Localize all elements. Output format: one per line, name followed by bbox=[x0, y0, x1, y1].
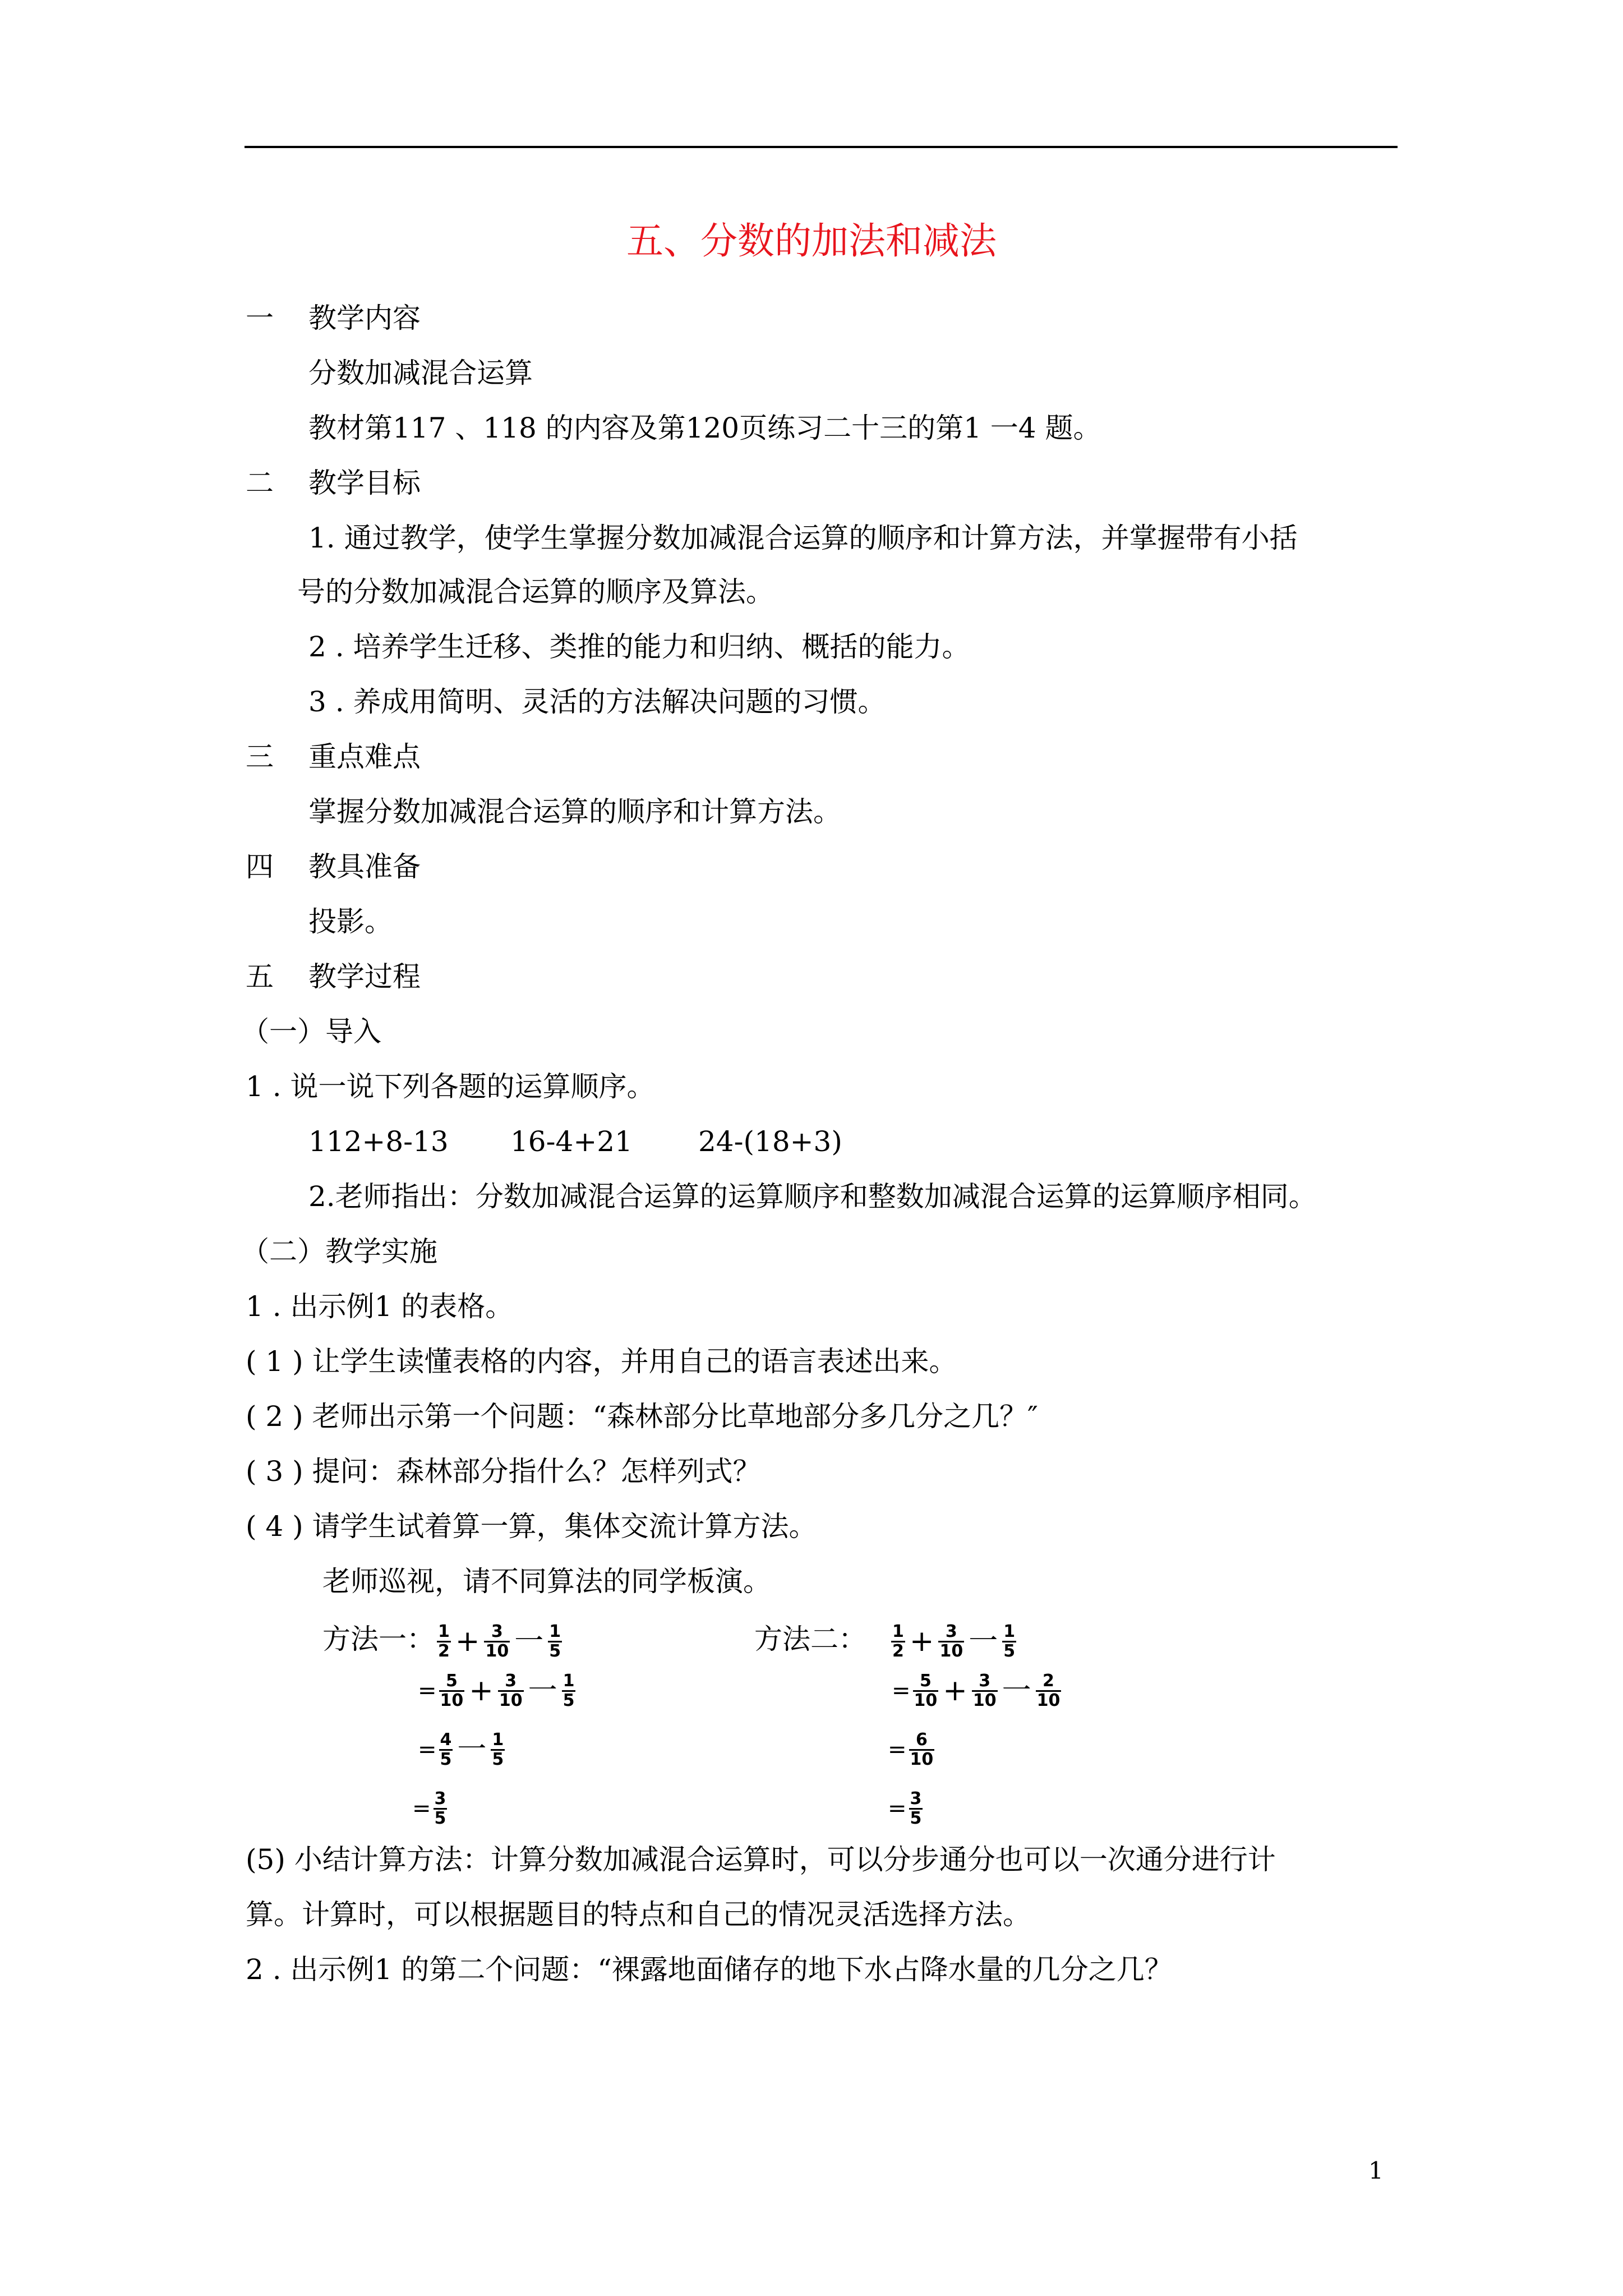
minus-sign: 一 bbox=[528, 1674, 557, 1708]
minus-sign: 一 bbox=[969, 1625, 998, 1658]
fraction: $\frac{1}{5}$ bbox=[562, 1671, 575, 1710]
equals-sign: = bbox=[418, 1678, 437, 1704]
implementation-step-1: ( 1 ) 让学生读懂表格的内容，并用自己的语言表述出来。 bbox=[246, 1345, 957, 1378]
implementation-step-2: ( 2 ) 老师出示第一个问题：“森林部分比草地部分多几分之几？″ bbox=[246, 1400, 1038, 1433]
implementation-item-2: 2 . 出示例1 的第二个问题：“裸露地面储存的地下水占降水量的几分之几？ bbox=[246, 1953, 1173, 1986]
header-rule bbox=[245, 146, 1398, 148]
fraction: $\frac{3}{5}$ bbox=[910, 1788, 922, 1828]
fraction: $\frac{1}{5}$ bbox=[1003, 1621, 1016, 1661]
fraction: $\frac{4}{5}$ bbox=[440, 1729, 452, 1769]
method-2-row-3 bbox=[888, 1725, 937, 1772]
minus-sign: 一 bbox=[1002, 1674, 1031, 1708]
method-1-row-2 bbox=[418, 1666, 578, 1713]
fraction: $\frac{6}{10}$ bbox=[910, 1729, 934, 1769]
method-2-row-1 bbox=[754, 1617, 1018, 1664]
fraction: $\frac{3}{10}$ bbox=[939, 1621, 963, 1661]
method-1-row-4 bbox=[412, 1784, 449, 1831]
method-1-row-1 bbox=[322, 1617, 564, 1664]
section-4-line-1: 投影。 bbox=[308, 905, 393, 938]
expression-3: 24-(18+3) bbox=[698, 1125, 842, 1158]
expression-2: 16-4+21 bbox=[510, 1125, 633, 1158]
section-4-title: 教具准备 bbox=[308, 850, 421, 883]
section-5-label: 五 bbox=[246, 960, 274, 993]
plus-sign: + bbox=[943, 1674, 967, 1708]
fraction: $\frac{5}{10}$ bbox=[440, 1671, 464, 1710]
method-2-row-2 bbox=[892, 1666, 1063, 1713]
implementation-step-3: ( 3 ) 提问：森林部分指什么？怎样列式？ bbox=[246, 1455, 761, 1488]
equals-sign: = bbox=[412, 1796, 431, 1821]
section-2-line-3: 3 . 养成用简明、灵活的方法解决问题的习惯。 bbox=[308, 685, 886, 718]
section-3-line-1: 掌握分数加减混合运算的顺序和计算方法。 bbox=[308, 795, 841, 828]
intro-heading: （一）导入 bbox=[241, 1015, 381, 1048]
fraction: $\frac{1}{2}$ bbox=[892, 1621, 904, 1661]
method-2-label: 方法二： bbox=[754, 1623, 866, 1655]
fraction: $\frac{3}{10}$ bbox=[499, 1671, 523, 1710]
plus-sign: + bbox=[469, 1674, 494, 1708]
section-1-line-1: 分数加减混合运算 bbox=[308, 357, 533, 389]
fraction: $\frac{3}{10}$ bbox=[972, 1671, 997, 1710]
equals-sign: = bbox=[892, 1678, 911, 1704]
section-3-title: 重点难点 bbox=[308, 740, 421, 773]
expression-1: 112+8-13 bbox=[308, 1125, 449, 1158]
fraction: $\frac{3}{5}$ bbox=[434, 1788, 446, 1828]
section-2-title: 教学目标 bbox=[308, 467, 421, 499]
implementation-step-4b: 老师巡视，请不同算法的同学板演。 bbox=[322, 1565, 771, 1598]
section-2-label: 二 bbox=[246, 467, 274, 499]
implementation-step-5b: 算。计算时，可以根据题目的特点和自己的情况灵活选择方法。 bbox=[246, 1898, 1031, 1931]
section-2-line-1a: 1. 通过教学，使学生掌握分数加减混合运算的顺序和计算方法，并掌握带有小括 bbox=[308, 522, 1298, 554]
section-1-title: 教学内容 bbox=[308, 302, 421, 334]
section-4-label: 四 bbox=[246, 850, 274, 883]
page-number: 1 bbox=[1368, 2157, 1384, 2184]
section-1-label: 一 bbox=[246, 302, 274, 334]
implementation-item-1: 1 . 出示例1 的表格。 bbox=[246, 1290, 514, 1323]
section-3-label: 三 bbox=[246, 740, 274, 773]
implementation-step-5a: (5) 小结计算方法：计算分数加减混合运算时，可以分步通分也可以一次通分进行计 bbox=[246, 1843, 1276, 1876]
fraction: $\frac{1}{2}$ bbox=[438, 1621, 450, 1661]
fraction: $\frac{1}{5}$ bbox=[549, 1621, 561, 1661]
equals-sign: = bbox=[888, 1796, 907, 1821]
implementation-step-4: ( 4 ) 请学生试着算一算，集体交流计算方法。 bbox=[246, 1510, 817, 1543]
section-2-line-1b: 号的分数加减混合运算的顺序及算法。 bbox=[297, 576, 774, 608]
page-title: 五、分数的加法和减法 bbox=[626, 219, 997, 263]
intro-item-1: 1 . 说一说下列各题的运算顺序。 bbox=[246, 1070, 655, 1103]
method-2-row-4 bbox=[888, 1784, 925, 1831]
equals-sign: = bbox=[418, 1737, 437, 1763]
method-1-row-3 bbox=[418, 1725, 507, 1772]
plus-sign: + bbox=[455, 1625, 480, 1658]
implementation-heading: （二）教学实施 bbox=[241, 1235, 437, 1268]
minus-sign: 一 bbox=[514, 1625, 544, 1658]
intro-item-2: 2.老师指出：分数加减混合运算的运算顺序和整数加减混合运算的运算顺序相同。 bbox=[308, 1180, 1317, 1213]
method-1-label: 方法一： bbox=[322, 1623, 435, 1655]
fraction: $\frac{1}{5}$ bbox=[492, 1729, 504, 1769]
plus-sign: + bbox=[909, 1625, 934, 1658]
equals-sign: = bbox=[888, 1737, 907, 1763]
minus-sign: 一 bbox=[457, 1733, 487, 1766]
fraction: $\frac{3}{10}$ bbox=[485, 1621, 509, 1661]
fraction: $\frac{5}{10}$ bbox=[914, 1671, 938, 1710]
fraction: $\frac{2}{10}$ bbox=[1036, 1671, 1061, 1710]
section-1-line-2: 教材第117 、118 的内容及第120页练习二十三的第1 一4 题。 bbox=[308, 412, 1101, 444]
section-5-title: 教学过程 bbox=[308, 960, 421, 993]
section-2-line-2: 2 . 培养学生迁移、类推的能力和归纳、概括的能力。 bbox=[308, 631, 970, 663]
